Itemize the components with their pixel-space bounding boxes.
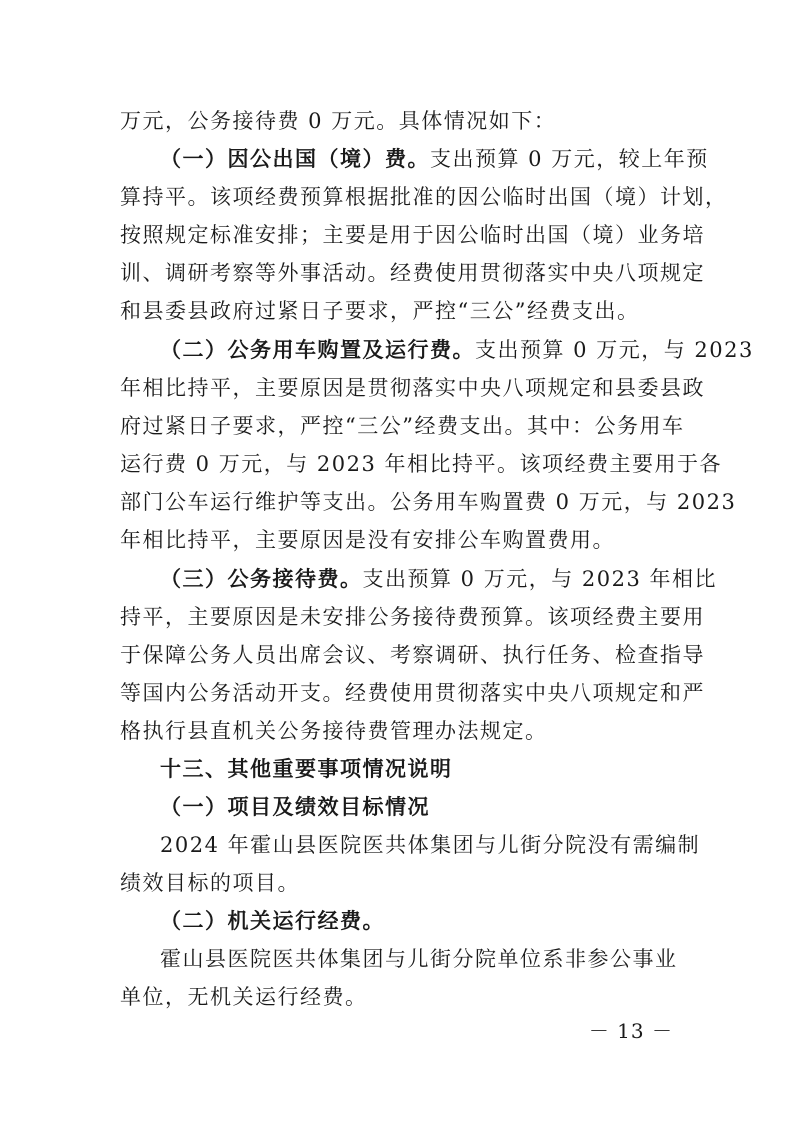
body-text-segment: 府过紧日子要求，严控“三公”经费支出。其中：公务用车 [120,414,685,438]
body-text-segment: 等国内公务活动开支。经费使用贯彻落实中央八项规定和严 [120,681,705,705]
text-line [120,870,300,896]
body-text-segment: 年相比持平，主要原因是贯彻落实中央八项规定和县委县政 [120,376,705,400]
text-line [120,108,556,134]
text-line [160,566,717,592]
text-line [120,184,728,210]
bold-heading-text: （三）公务接待费。 [160,566,363,591]
body-text-segment: 按照规定标准安排；主要是用于因公临时出国（境）业务培 [120,223,705,247]
text-line [120,984,368,1010]
body-text-segment: 持平，主要原因是未安排公务接待费预算。该项经费主要用 [120,605,705,629]
text-line [120,222,705,248]
bold-heading-text: （二）公务用车购置及运行费。 [160,337,475,362]
text-line [120,260,705,286]
text-line [120,451,722,477]
text-line [120,642,705,668]
text-line [120,489,736,515]
body-text-segment: 训、调研考察等外事活动。经费使用贯彻落实中央八项规定 [120,261,705,285]
body-text-segment: 支出预算 0 万元，较上年预 [430,147,709,171]
text-line [160,337,754,363]
body-text-segment: 支出预算 0 万元，与 2023 年相比 [362,567,718,591]
text-line [160,908,385,934]
body-text-segment: 格执行县直机关公务接待费管理办法规定。 [120,719,548,743]
body-text-segment: 单位，无机关运行经费。 [120,985,368,1009]
bold-heading-text: （二）机关运行经费。 [160,908,385,933]
text-line [120,375,705,401]
body-text-segment: 霍山县医院医共体集团与儿街分院单位系非参公事业 [160,947,678,971]
body-text-segment: 2024 年霍山县医院医共体集团与儿街分院没有需编制 [160,833,701,857]
text-line [160,146,709,172]
page-number: － 13 － [588,1019,673,1043]
text-line [120,298,639,324]
body-text-segment: 于保障公务人员出席会议、考察调研、执行任务、检查指导 [120,643,705,667]
text-line [120,718,548,744]
body-text-segment: 支出预算 0 万元，与 2023 [475,338,754,362]
body-text-segment: 算持平。该项经费预算根据批准的因公临时出国（境）计划， [120,185,728,209]
bold-heading-text: （一）因公出国（境）费。 [160,146,430,171]
body-text-segment: 运行费 0 万元，与 2023 年相比持平。该项经费主要用于各 [120,452,723,476]
text-line [160,946,678,972]
body-text-segment: 绩效目标的项目。 [120,871,300,895]
body-text-segment: 部门公车运行维护等支出。公务用车购置费 0 万元，与 2023 [120,490,737,514]
text-line [160,832,700,858]
text-line [160,794,430,820]
text-line [120,527,615,553]
text-line [120,413,684,439]
body-text-segment: 万元，公务接待费 0 万元。具体情况如下： [120,109,557,133]
body-text-segment: 和县委县政府过紧日子要求，严控“三公”经费支出。 [120,299,640,323]
text-line [160,756,453,782]
text-line [120,680,705,706]
body-text-segment: 年相比持平，主要原因是没有安排公车购置费用。 [120,528,615,552]
text-line [120,604,705,630]
bold-heading-text: 十三、其他重要事项情况说明 [160,756,453,781]
bold-heading-text: （一）项目及绩效目标情况 [160,794,430,819]
